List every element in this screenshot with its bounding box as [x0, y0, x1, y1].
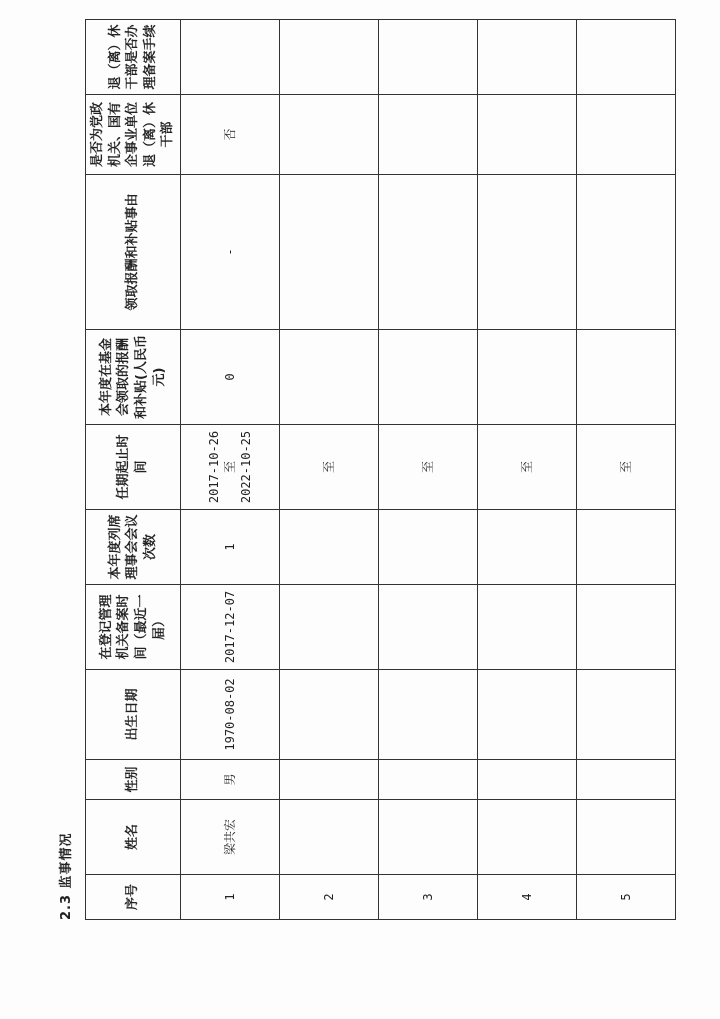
header-cell: 本年度在基金会领取的报酬和补贴(人民币元)	[86, 330, 181, 425]
cell-pay	[577, 330, 676, 425]
cell-retired	[379, 95, 478, 175]
header-cell: 领取报酬和补贴事由	[86, 175, 181, 330]
cell-pay: 0	[181, 330, 280, 425]
cell-term	[577, 425, 676, 510]
cell-name	[379, 800, 478, 875]
cell-gender	[577, 760, 676, 800]
header-cell: 姓名	[86, 800, 181, 875]
term-sep: 至	[321, 461, 336, 474]
cell-term	[280, 425, 379, 510]
header-cell: 性别	[86, 760, 181, 800]
header-cell: 退（离）休干部是否办理备案手续	[86, 20, 181, 95]
cell-meetings	[280, 510, 379, 585]
header-cell: 序号	[86, 875, 181, 920]
supervisor-table	[85, 19, 676, 920]
cell-pay	[280, 330, 379, 425]
cell-no: 4	[478, 875, 577, 920]
cell-name	[478, 800, 577, 875]
cell-term	[478, 425, 577, 510]
term-sep: 至	[519, 461, 534, 474]
cell-meetings	[379, 510, 478, 585]
cell-birth	[379, 670, 478, 760]
cell-reason	[577, 175, 676, 330]
cell-filed	[577, 585, 676, 670]
cell-gender	[280, 760, 379, 800]
cell-meetings: 1	[181, 510, 280, 585]
cell-retired	[280, 95, 379, 175]
cell-filing	[379, 20, 478, 95]
header-cell: 出生日期	[86, 670, 181, 760]
cell-reason	[478, 175, 577, 330]
cell-filing	[577, 20, 676, 95]
cell-reason	[280, 175, 379, 330]
cell-meetings	[478, 510, 577, 585]
cell-filed	[379, 585, 478, 670]
cell-name: 梁共宏	[181, 800, 280, 875]
cell-no: 5	[577, 875, 676, 920]
term-sep: 至	[420, 461, 435, 474]
header-cell: 任期起止时间	[86, 425, 181, 510]
cell-gender	[379, 760, 478, 800]
cell-filing	[478, 20, 577, 95]
cell-meetings	[577, 510, 676, 585]
cell-filing	[181, 20, 280, 95]
cell-name	[577, 800, 676, 875]
cell-birth	[577, 670, 676, 760]
term-sep: 至	[618, 461, 633, 474]
cell-birth: 1970-08-02	[181, 670, 280, 760]
cell-retired: 否	[181, 95, 280, 175]
cell-birth	[478, 670, 577, 760]
header-cell: 本年度列席理事会会议次数	[86, 510, 181, 585]
cell-retired	[478, 95, 577, 175]
table-row	[577, 20, 676, 920]
table-row	[379, 20, 478, 920]
cell-reason	[379, 175, 478, 330]
term-start: 2017-10-26	[206, 430, 221, 504]
cell-filed	[280, 585, 379, 670]
rotated-page	[59, 20, 675, 920]
cell-no: 3	[379, 875, 478, 920]
cell-filed	[478, 585, 577, 670]
cell-pay	[478, 330, 577, 425]
cell-birth	[280, 670, 379, 760]
header-cell: 是否为党政机关、国有企事业单位退（离）休干部	[86, 95, 181, 175]
header-cell: 在登记管理机关备案时间（最近一届）	[86, 585, 181, 670]
cell-filing	[280, 20, 379, 95]
cell-filed: 2017-12-07	[181, 585, 280, 670]
cell-no: 1	[181, 875, 280, 920]
header-row	[86, 20, 181, 920]
table-row	[478, 20, 577, 920]
cell-term	[181, 425, 280, 510]
cell-pay	[379, 330, 478, 425]
table-row	[181, 20, 280, 920]
cell-reason: -	[181, 175, 280, 330]
cell-gender	[478, 760, 577, 800]
table-row	[280, 20, 379, 920]
term-sep: 至	[222, 461, 237, 474]
cell-no: 2	[280, 875, 379, 920]
cell-term	[379, 425, 478, 510]
section-title: 2.3 监事情况	[59, 832, 74, 920]
cell-name	[280, 800, 379, 875]
cell-gender: 男	[181, 760, 280, 800]
term-end: 2022-10-25	[239, 430, 254, 504]
cell-retired	[577, 95, 676, 175]
